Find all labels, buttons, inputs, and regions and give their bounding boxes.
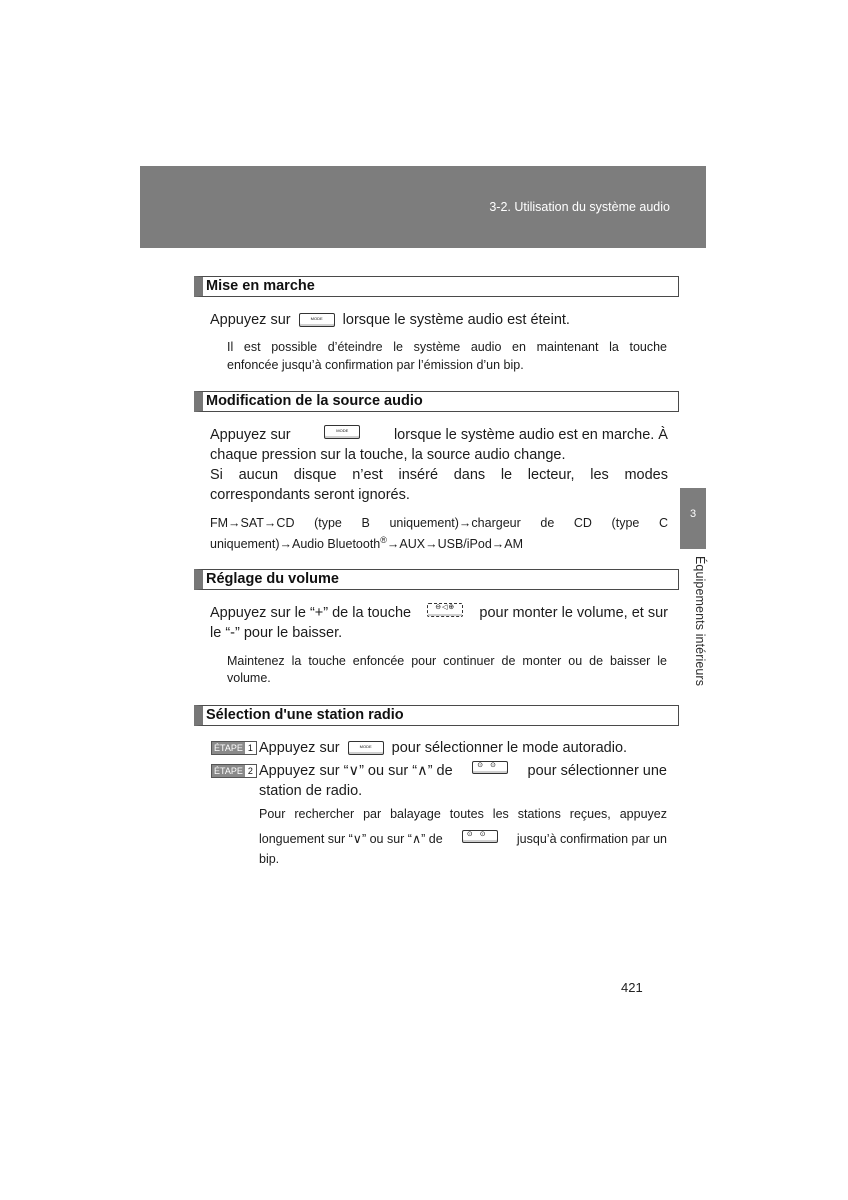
chapter-number: 3 bbox=[689, 508, 697, 520]
note-text: longuement sur “∨” ou sur “∧” de bbox=[259, 832, 443, 846]
source-sequence-line2 bbox=[210, 531, 668, 553]
volume-instruction-line1 bbox=[210, 603, 668, 623]
note-text: jusqu’à confirmation par un bbox=[516, 832, 667, 846]
step-badge: ÉTAPE 2 bbox=[211, 764, 257, 778]
instruction-text: pour sélectionner une bbox=[527, 763, 667, 779]
section-heading-power-on bbox=[194, 276, 679, 297]
page-number: 421 bbox=[621, 980, 643, 995]
mode-button-icon: MODE bbox=[324, 425, 360, 439]
section-heading-radio bbox=[194, 705, 679, 726]
source-instruction-line4: correspondants seront ignorés. bbox=[210, 487, 410, 503]
radio-step-2 bbox=[211, 761, 671, 781]
chapter-side-tab bbox=[680, 488, 706, 549]
radio-note-line1: Pour rechercher par balayage toutes les stations reçues, appuyez bbox=[259, 807, 667, 821]
seek-button-icon: ⊙⊙ bbox=[472, 761, 508, 774]
instruction-text: Appuyez sur bbox=[259, 740, 340, 756]
step-badge: ÉTAPE 1 bbox=[211, 741, 257, 755]
volume-note-line2: volume. bbox=[227, 671, 271, 685]
instruction-text: pour monter le volume, et sur bbox=[479, 605, 668, 621]
chapter-side-label: Équipements intérieurs bbox=[693, 556, 707, 687]
section-title: Mise en marche bbox=[206, 278, 315, 294]
source-instruction-line1 bbox=[210, 425, 668, 445]
mode-button-icon: MODE bbox=[299, 313, 335, 327]
power-on-instruction bbox=[210, 310, 670, 330]
instruction-text: Appuyez sur le “+” de la touche bbox=[210, 605, 412, 621]
section-heading-volume bbox=[194, 569, 679, 590]
mode-button-icon: MODE bbox=[348, 741, 384, 755]
radio-note-line2 bbox=[259, 830, 667, 848]
section-title: Sélection d'une station radio bbox=[206, 707, 404, 723]
instruction-text: Appuyez sur bbox=[210, 312, 291, 328]
instruction-text: Appuyez sur bbox=[210, 427, 291, 443]
instruction-text: lorsque le système audio est en marche. À bbox=[393, 427, 668, 443]
volume-instruction-line2: le “-” pour le baisser. bbox=[210, 625, 343, 641]
chapter-header-title: 3-2. Utilisation du système audio bbox=[489, 200, 670, 214]
radio-step-2-line2: station de radio. bbox=[259, 783, 363, 799]
section-title: Modification de la source audio bbox=[206, 393, 423, 409]
radio-step-1 bbox=[211, 738, 671, 758]
source-instruction-line2: chaque pression sur la touche, la source audio change. bbox=[210, 447, 566, 463]
step-text bbox=[259, 761, 667, 781]
step-text bbox=[259, 738, 627, 758]
volume-button-icon: ⊖◁⊕ bbox=[427, 603, 463, 617]
instruction-text: lorsque le système audio est éteint. bbox=[342, 312, 570, 328]
source-instruction-line3: Si aucun disque n’est inséré dans le lecteur, les modes bbox=[210, 467, 668, 483]
source-sequence-line1: FM→SAT→CD (type B uniquement)→chargeur de CD (type C bbox=[210, 516, 668, 530]
radio-note-line3: bip. bbox=[259, 852, 280, 866]
seek-button-icon: ⊙⊙ bbox=[462, 830, 498, 843]
chapter-header-bar bbox=[140, 166, 706, 248]
power-on-note-line1: Il est possible d’éteindre le système audio en maintenant la touche bbox=[227, 340, 667, 354]
section-heading-audio-source bbox=[194, 391, 679, 412]
instruction-text: Appuyez sur “∨” ou sur “∧” de bbox=[259, 763, 453, 779]
section-title: Réglage du volume bbox=[206, 571, 339, 587]
power-on-note-line2: enfoncée jusqu’à confirmation par l’émission d’un bip. bbox=[227, 358, 524, 372]
instruction-text: pour sélectionner le mode autoradio. bbox=[391, 740, 628, 756]
sequence-text: uniquement)→Audio Bluetooth bbox=[210, 537, 381, 552]
registered-mark: ® bbox=[380, 535, 387, 545]
volume-note-line1: Maintenez la touche enfoncée pour continuer de monter ou de baisser le bbox=[227, 654, 667, 668]
sequence-text: →AUX→USB/iPod→AM bbox=[386, 537, 524, 552]
